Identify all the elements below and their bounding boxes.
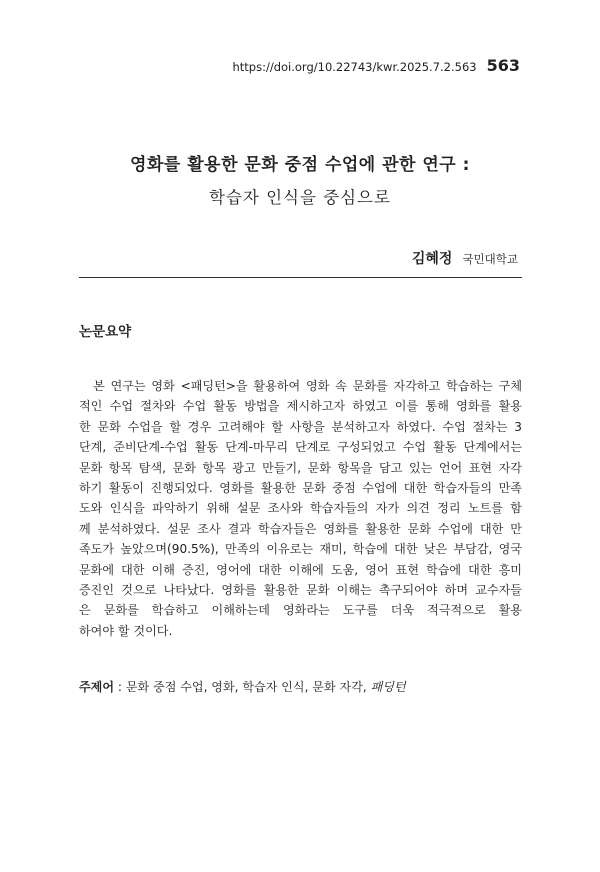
keywords-terms: 문화 중점 수업, 영화, 학습자 인식, 문화 자각, [125, 680, 371, 694]
keywords-separator: : [114, 680, 126, 694]
keywords-italic-term: 패딩턴 [370, 680, 406, 694]
abstract-line: 도와 인식을 파악하기 위해 설문 조사와 학습자들의 자가 의견 정리 노트를 함 [79, 501, 522, 516]
doi-link[interactable]: https://doi.org/10.22743/kwr.2025.7.2.563 [232, 60, 477, 74]
page-header [232, 56, 520, 75]
author-name: 김혜정 [411, 251, 453, 267]
paper-subtitle: 학습자 인식을 중심으로 [209, 188, 391, 207]
abstract-line: 적인 수업 절차와 수업 활동 방법을 제시하고자 하였고 이를 통해 영화를 활용 [79, 399, 522, 414]
abstract-line: 증진인 것으로 나타났다. 영화를 활용한 문화 이해는 촉구되어야 하며 교수자들 [79, 582, 522, 597]
keywords [79, 678, 406, 695]
abstract-line: 단계, 준비단계-수업 활동 단계-마무리 단계로 구성되었고 수업 활동 단계에서는 [79, 440, 522, 455]
abstract-line: 은 문화를 학습하고 이해하는데 영화라는 도구를 더욱 적극적으로 활용 [79, 603, 522, 618]
title-block [0, 150, 600, 208]
paper-title: 영화를 활용한 문화 중점 수업에 관한 연구 : [130, 155, 470, 175]
abstract-line: 본 연구는 영화 <패딩턴>을 활용하여 영화 속 문화를 자각하고 학습하는 구체 [79, 379, 522, 393]
keywords-label: 주제어 [79, 680, 115, 694]
abstract-heading: 논문요약 [79, 324, 132, 340]
abstract-line: 께 분석하였다. 설문 조사 결과 학습자들은 영화를 활용한 문화 수업에 대한 만 [79, 521, 522, 536]
abstract-line: 하기 활동이 진행되었다. 영화를 활용한 문화 중점 수업에 대한 학습자들의 만족 [79, 480, 522, 495]
divider [79, 277, 522, 278]
abstract-line: 문화 항목 탐색, 문화 항목 광고 만들기, 문화 항목을 담고 있는 언어 표현 자각 [79, 460, 522, 475]
page-number: 563 [486, 56, 520, 75]
author-affiliation: 국민대학교 [462, 252, 518, 266]
author-row [412, 248, 518, 268]
abstract-line: 문화에 대한 이해 증진, 영어에 대한 이해에 도움, 영어 표현 학습에 대한 흥미 [79, 562, 522, 577]
abstract-body [79, 376, 522, 641]
abstract-line: 족도가 높았으며(90.5%), 만족의 이유로는 재미, 학습에 대한 낮은 부담감, 영국 [79, 542, 522, 557]
abstract-line: 하여야 할 것이다. [79, 623, 173, 638]
abstract-line: 한 문화 수업을 할 경우 고려해야 할 사항을 분석하고자 하였다. 수업 절차는 3 [79, 419, 522, 434]
